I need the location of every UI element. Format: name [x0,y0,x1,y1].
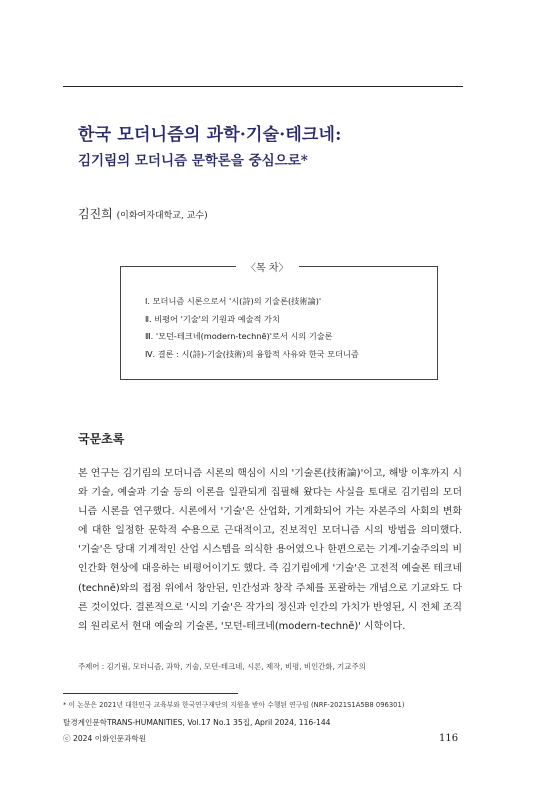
author-affiliation: (이화여자대학교, 교수) [116,211,208,221]
toc-title: 〈목 차〉 [236,259,299,274]
toc-item: Ⅳ. 결론 : 시(詩)-기술(技術)의 융합적 사유와 한국 모더니즘 [145,348,359,359]
toc-item: Ⅰ. 모더니즘 시론으로서 '시(詩)의 기술론(技術論)' [145,296,322,306]
toc-item: Ⅲ. '모던-테크네(modern-technē)'로서 시의 기술론 [145,331,333,341]
article-title: 한국 모더니즘의 과학·기술·테크네: [78,125,342,145]
author-line [78,205,208,222]
abstract-body: 본 연구는 김기림의 모더니즘 시론의 핵심이 시의 '기술론(技術論)'이고, 해방 이후까지 시와 기술, 예술과 기술 등의 이론을 일관되게 집필해 왔다는 사실을 토대로 김기림의 모더니즘 시론을 연구했다. 시론에서 '기술'은 산업화, 기계화되어 가는 자본주의 사회의 변화에 대한 일정한 문학적 수용으로 근대적이고, 진보적인 모더니즘 시의 방법을 의미했다. '기술'은 당대 기계적인 산업 시스템을 의식한 용어였으나 한편으로는 기계-기술주의의 비인간화 현상에 대응하는 비평어이기도 했다. 즉 김기림에게 '기술'은 고전적 예술론 테크네(technē)와의 접점 위에서 창안된, 인간성과 창작 주체를 포괄하는 개념으로 기교와도 다른 것이었다. 결론적으로 '시의 기술'은 작가의 정신과 인간의 가치가 반영된, 시 전체 조직의 원리로서 현대 예술의 기술론, '모던-테크네(modern-technē)' 시학이다. [78,468,462,632]
footnote-rule [63,693,238,694]
page-number: 116 [439,733,459,744]
top-rule [63,86,463,87]
funding-footnote: * 이 논문은 2021년 대한민국 교육부와 한국연구재단의 지원을 받아 수행된 연구임 (NRF-2021S1A5B8 096301) [63,701,405,709]
keywords: 주제어 : 김기림, 모더니즘, 과학, 기술, 모던-테크네, 시론, 제작, 비평, 비인간화, 기교주의 [78,662,366,671]
journal-citation: 탈경계인문학TRANS-HUMANITIES, Vol.17 No.1 35집, April 2024, 116-144 [63,718,331,727]
toc-list [145,293,359,363]
copyright-line: ⓒ 2024 이화인문과학원 [63,734,147,743]
table-of-contents [120,263,438,380]
abstract-heading: 국문초록 [78,432,125,446]
article-subtitle: 김기림의 모더니즘 문학론을 중심으로* [78,153,308,169]
toc-item: Ⅱ. 비평어 '기술'의 기원과 예술적 가치 [145,313,280,324]
author-name: 김진희 [78,207,113,221]
